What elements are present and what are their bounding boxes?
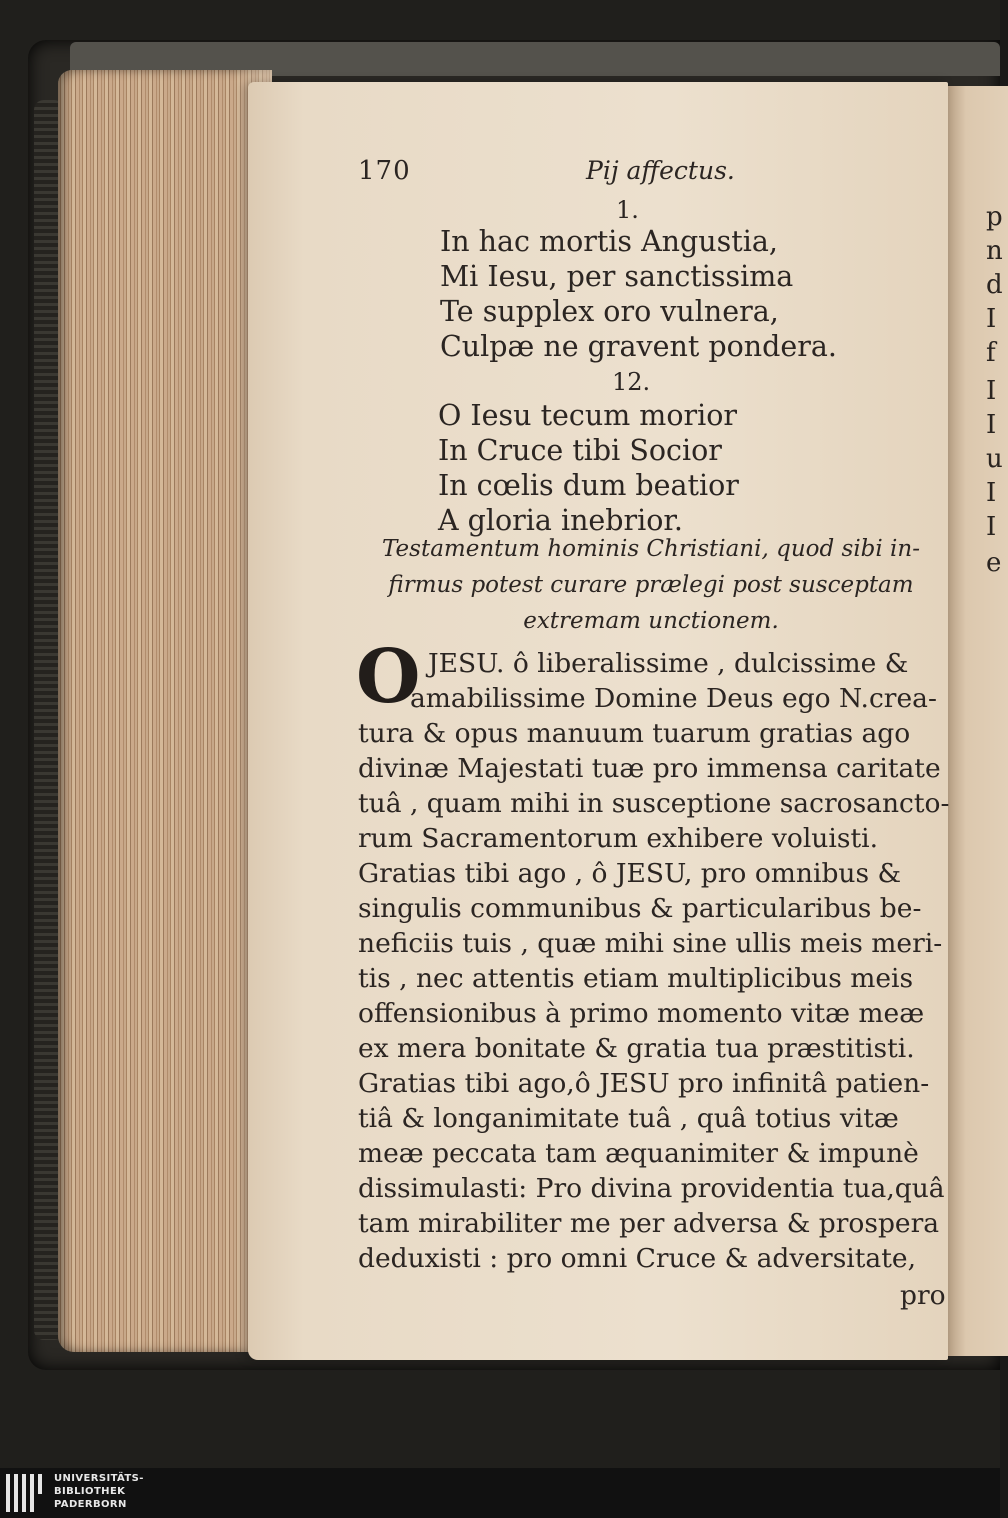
- prose-line: neficiis tuis , quæ mihi sine ullis meis meri-: [358, 928, 943, 959]
- prose-line: JESU. ô liberalissime , dulcissime &: [428, 648, 909, 679]
- logo-line: BIBLIOTHEK: [54, 1486, 126, 1497]
- prose-line: tuâ , quam mihi in susceptione sacrosancto-: [358, 788, 950, 819]
- prose-line: dissimulasti: Pro divina providentia tua,quâ: [358, 1173, 945, 1204]
- prose-line: Gratias tibi ago , ô JESU, pro omnibus &: [358, 858, 902, 889]
- verse-line: In cœlis dum beatior: [438, 469, 739, 502]
- page-stack-edges: [58, 70, 272, 1352]
- prose-line: rum Sacramentorum exhibere voluisti.: [358, 823, 878, 854]
- verse-line: Culpæ ne gravent pondera.: [440, 330, 837, 363]
- prose-line: amabilissime Domine Deus ego N.crea-: [410, 683, 937, 714]
- prose-line: meæ peccata tam æquanimiter & impunè: [358, 1138, 919, 1169]
- verse-line: In Cruce tibi Socior: [438, 434, 722, 467]
- facing-page-fragment: I: [986, 376, 997, 406]
- verse-line: Te supplex oro vulnera,: [440, 295, 779, 328]
- prose-line: tura & opus manuum tuarum gratias ago: [358, 718, 911, 749]
- facing-page-fragment: u: [986, 444, 1003, 474]
- facing-page-fragment: I: [986, 410, 997, 440]
- footer-bar: [0, 1468, 1000, 1518]
- facing-page-edge: [948, 86, 1008, 1356]
- facing-page-fragment: I: [986, 512, 997, 542]
- drop-cap-initial: O: [356, 634, 421, 720]
- facing-page-fragment: I: [986, 478, 997, 508]
- section-title-line: firmus potest curare prælegi post susceptam: [388, 572, 914, 598]
- prose-line: deduxisti : pro omni Cruce & adversitate,: [358, 1243, 916, 1274]
- prose-line: offensionibus à primo momento vitæ meæ: [358, 998, 925, 1029]
- prose-line: tam mirabiliter me per adversa & prospera: [358, 1208, 940, 1239]
- facing-page-fragment: I: [986, 304, 997, 334]
- logo-line: UNIVERSITÄTS-: [54, 1473, 144, 1484]
- verse-line: O Iesu tecum morior: [438, 399, 738, 432]
- stanza-number: 1.: [616, 196, 639, 224]
- prose-line: tiâ & longanimitate tuâ , quâ totius vitæ: [358, 1103, 899, 1134]
- facing-page-fragment: f: [986, 338, 996, 368]
- facing-page-fragment: d: [986, 270, 1003, 300]
- library-logo-text: [54, 1472, 144, 1511]
- facing-page-fragment: e: [986, 548, 1002, 578]
- verse-line: A gloria inebrior.: [438, 504, 683, 537]
- prose-line: tis , nec attentis etiam multiplicibus meis: [358, 963, 914, 994]
- prose-line: Gratias tibi ago,ô JESU pro infinitâ patien-: [358, 1068, 930, 1099]
- section-title-line: Testamentum hominis Christiani, quod sibi in-: [381, 536, 921, 562]
- verse-line: In hac mortis Angustia,: [440, 225, 778, 258]
- prose-line: ex mera bonitate & gratia tua præstitisti.: [358, 1033, 915, 1064]
- facing-page-fragment: p: [986, 202, 1003, 232]
- stanza-number: 12.: [612, 368, 651, 396]
- section-title-line: extremam unctionem.: [523, 608, 779, 634]
- library-logo-icon: [6, 1474, 46, 1512]
- prose-line: divinæ Majestati tuæ pro immensa caritate: [358, 753, 941, 784]
- logo-line: PADERBORN: [54, 1499, 127, 1510]
- verse-line: Mi Iesu, per sanctissima: [440, 260, 794, 293]
- page-number: 170: [358, 156, 411, 186]
- catchword: pro: [900, 1280, 946, 1311]
- running-head: Pij affectus.: [586, 156, 735, 185]
- prose-line: singulis communibus & particularibus be-: [358, 893, 922, 924]
- facing-page-fragment: n: [986, 236, 1003, 266]
